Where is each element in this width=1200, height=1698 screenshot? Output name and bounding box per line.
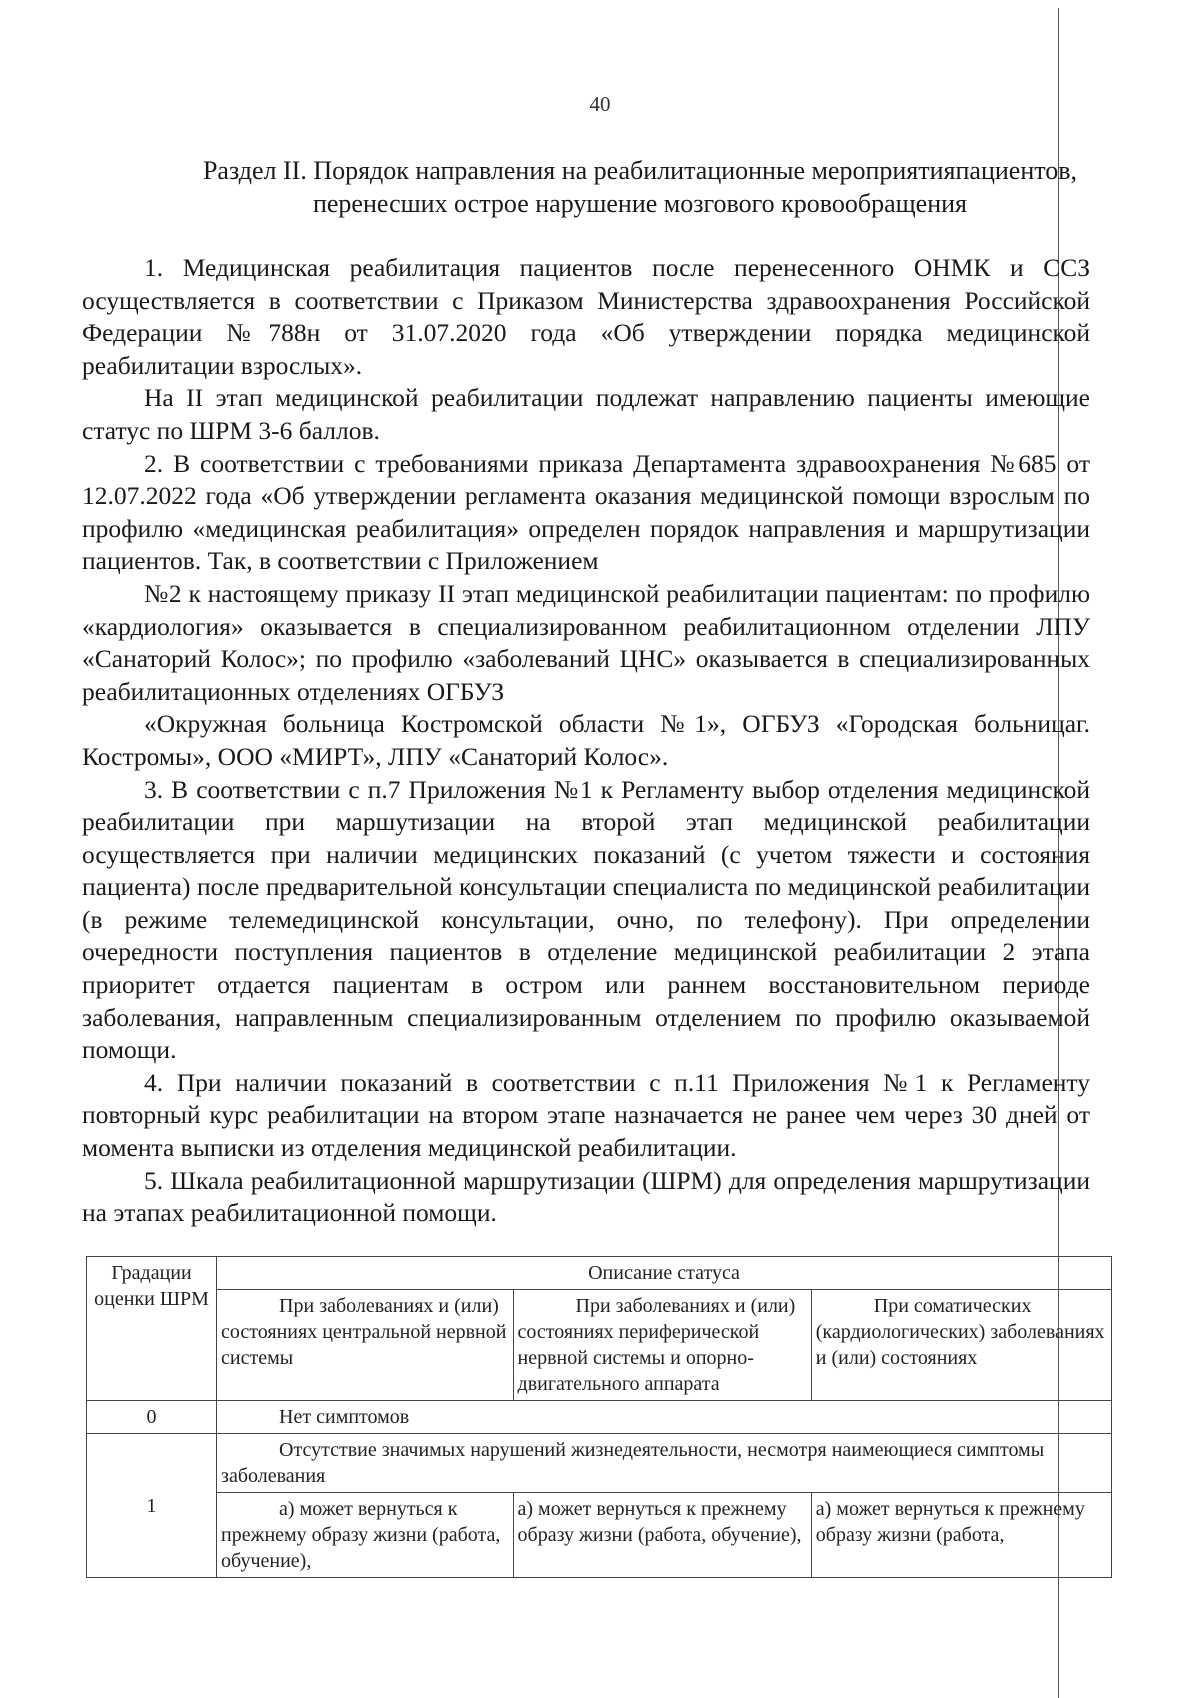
shrm-table [86,1256,1112,1578]
row1a-pns: а) может вернуться к прежнему образу жизни (работа, обучение), [513,1493,811,1578]
header-grade: Градации оценки ШРМ [94,1262,209,1310]
row1-text: Отсутствие значимых нарушений жизнедеятельности, несмотря наимеющиеся симптомы заболевания [217,1434,1112,1493]
subheader-somatic: При соматических (кардиологических) заболеваниях и (или) состояниях [811,1290,1111,1401]
section-heading-line1: Раздел II. Порядок направления на реабилитационные мероприятияпациентов, [202,156,1078,185]
subheader-pns: При заболеваниях и (или) состояниях периферической нервной системы и опорно-двигательного аппарата [513,1290,811,1401]
paragraph-2-cont-a: №2 к настоящему приказу II этап медицинской реабилитации пациентам: по профилю «кардиология» оказывается в специализированном реабилитационном отделении ЛПУ «Санаторий Колос»; по профилю «заболеваний ЦНС» оказывается в специализированных реабилитационных отделениях ОГБУЗ [82,578,1090,706]
table-header-row [87,1257,1112,1290]
header-desc-cell [217,1257,1112,1290]
header-desc: Описание статуса [588,1262,740,1284]
header-grade-cell [87,1257,217,1401]
paragraph-2: 2. В соответствии с требованиями приказа Департамента здравоохранения №685 от 12.07.2022 года «Об утверждении регламента оказания медицинской помощи взрослым по профилю «медицинская реабилитация» определен порядок направления и маршрутизации пациентов. Так, в соответствии с Приложением [82,448,1090,576]
row1-grade: 1 [87,1434,217,1578]
paragraph-4: 4. При наличии показаний в соответствии с п.11 Приложения №1 к Регламенту повторный курс реабилитации на втором этапе назначается не ранее чем через 30 дней от момента выписки из отделения медицинской реабилитации. [82,1067,1090,1163]
paragraph-1: 1. Медицинская реабилитация пациентов после перенесенного ОНМК и ССЗ осуществляется в соответствии с Приказом Министерства здравоохранения Российской Федерации №788н от 31.07.2020 года «Об утверждении порядка медицинской реабилитации взрослых». [82,253,1090,380]
paragraph-1-note: На II этап медицинской реабилитации подлежат направлению пациенты имеющие статус по ШРМ 3-6 баллов. [82,383,1090,445]
table-row [87,1401,1112,1434]
section-heading [120,154,1160,220]
paragraph-2-cont-b: «Окружная больница Костромской области №1», ОГБУЗ «Городская больницаг. Костромы», ООО «МИРТ», ЛПУ «Санаторий Колос». [82,709,1090,771]
page-number: 40 [589,92,611,116]
table-row [87,1434,1112,1493]
paragraph-5: 5. Шкала реабилитационной маршрутизации (ШРМ) для определения маршрутизации на этапах реабилитационной помощи. [82,1165,1090,1228]
row1a-cns: а) может вернуться к прежнему образу жизни (работа, обучение), [217,1493,513,1578]
row0-text: Нет симптомов [217,1401,1112,1434]
document-body [82,252,1090,1230]
table-subheader-row [87,1290,1112,1401]
row1a-somatic: а) может вернуться к прежнему образу жизни (работа, [811,1493,1111,1578]
paragraph-3: 3. В соответствии с п.7 Приложения №1 к Регламенту выбор отделения медицинской реабилитации при маршутизации на второй этап медицинской реабилитации осуществляется при наличии медицинских показаний (с учетом тяжести и состояния пациента) после предварительной консультации специалиста по медицинской реабилитации (в режиме телемедицинской консультации, очно, по телефону). При определении очередности поступления пациентов в отделение медицинской реабилитации 2 этапа приоритет отдается пациентам в остром или раннем восстановительном периоде заболевания, направленным специализированным отделением по профилю оказываемой помощи. [82,774,1090,1065]
section-heading-line2: перенесших острое нарушение мозгового кровообращения [312,189,968,218]
subheader-cns: При заболеваниях и (или) состояниях центральной нервной системы [217,1290,513,1401]
table-row [87,1493,1112,1578]
row0-grade: 0 [87,1401,217,1434]
